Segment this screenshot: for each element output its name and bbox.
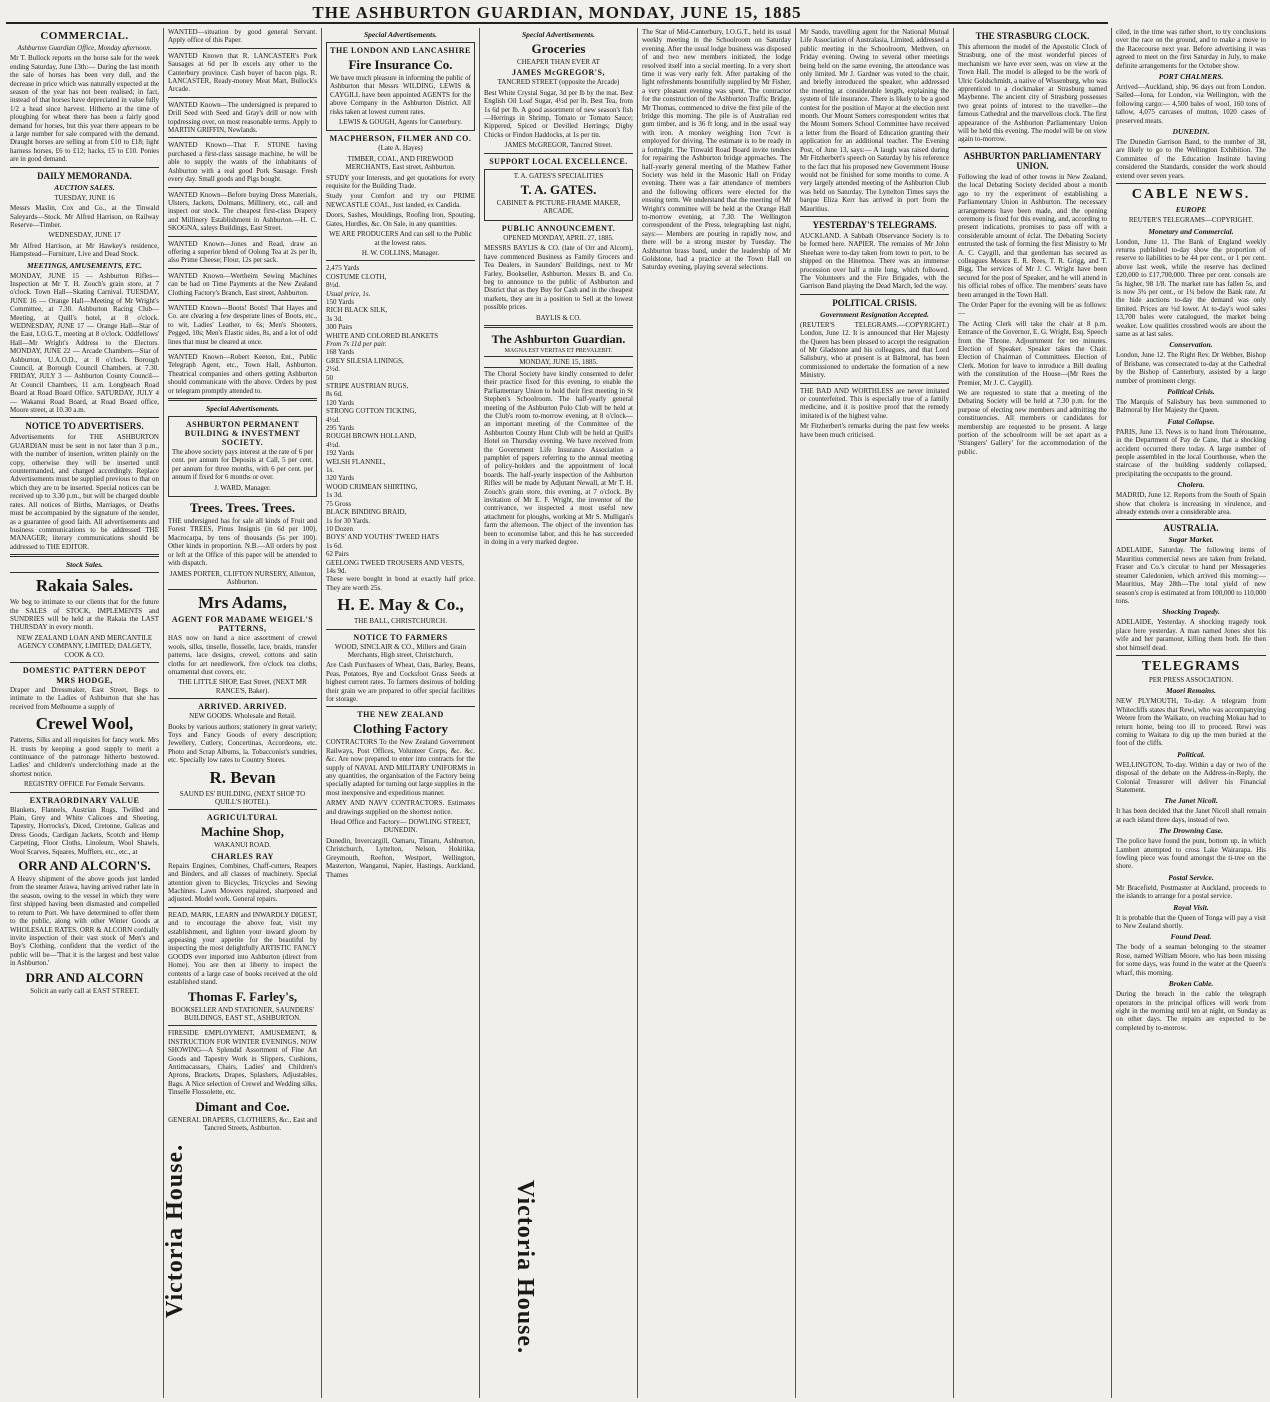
charles-ray-name: CHARLES RAY — [211, 851, 274, 861]
gates-ad — [484, 169, 633, 221]
macpherson-text-2: STUDY your Interests, and get quotations for every requisite for the Building Trade. — [326, 173, 475, 191]
building-society-heading: ASHBURTON PERMANENT BUILDING & INVESTMENT SOCIETY. — [184, 420, 301, 448]
farmers-notice-text: Are Cash Purchasers of Wheat, Oats, Barley, Beans, Peas, Potatoes, Rye and Cocksfoot Grass Seeds at highest current rates. To farmers desirous of holding their grain we are prepared to offer special facilities for storage. — [326, 661, 475, 703]
dimant-coe-heading: Dimant and Coe. — [195, 1098, 290, 1114]
conservation-text: London, June 12. The Right Rev. Dr Webber, Bishop of Brisbane, was consecrated to-day at the Cathedral by the Bishop of Canterbury, assisted by a large number of prominent clergy. — [1116, 351, 1266, 385]
orr-alcorn-heading: ORR AND ALCORN'S. — [18, 858, 151, 874]
divider — [10, 662, 159, 663]
he-may-heading: H. E. May & Co., — [337, 595, 464, 615]
mrs-adams-subheading: AGENT FOR MADAME WEIGEL'S PATTERNS, — [171, 615, 314, 634]
trees-text: THE undersigned has for sale all kinds of Fruit and Forest TREES, Pinus Insignis (in 6d per 100), Macrocarpa, by tens of thousands (5s per 100). Other kinds in proportion. N.B.—All orders by post or left at the Office of this paper will be attended to with dispatch. — [168, 517, 317, 568]
orr-alcorn-text: A Heavy shipment of the above goods just landed from the steamer Arawa, having arrived rather late in the season, owing to the vessel in which they were first shipped having been dismasted and compelled to return to Port. We have determined to offer them to the public, along with other Winter Goods at WHOLESALE RATES. ORR & ALCORN cordially invite inspection of their vast stock of Men's and Boy's Clothing, confident that the verdict of the public will be—'That it is the largest and best value in Ashburton.' — [10, 875, 159, 968]
divider — [326, 706, 475, 707]
royal-visit-heading: Royal Visit. — [1173, 902, 1209, 912]
daily-memoranda-heading: DAILY MEMORANDA. — [37, 170, 132, 181]
charles-ray-text: Repairs Engines, Combines, Chaff-cutters, Reapers and Binders, and all classes of machinery. Special attention given to Bicycles, Tricycles and Sewing Machines. Lawn Mowers repaired, sharpened and adjusted. Model work. General repairs. — [168, 861, 317, 904]
nz-loan-text: NEW ZEALAND LOAN AND MERCANTILE AGENCY COMPANY, LIMITED; DALGETY, COOK & CO. — [16, 633, 153, 659]
yesterdays-telegrams-text: AUCKLAND. A Sabbath Observance Society is to be formed here. NAPIER. The remains of Mr John Sheehan were to-day taken from town to port, to be shipped on the Hinemoa. There was an immense procession over half a mile long, which followed. The Volunteers and the Fire Brigades, with the Garrison Band playing the Dead March, led the way. — [800, 231, 949, 291]
clothing-factory-text: CONTRACTORS To the New Zealand Government Railways, Post Offices, Volunteer Corps, &c. &c. &c. Are now prepared to enter into contracts for the supply of NAVAL AND MILITARY UNIFORMS in any quantities, the organisation of the Factory being specially adapted for turning out large supplies in the most inexpensive and expeditious manner. — [326, 738, 475, 797]
australia-heading: AUSTRALIA. — [1163, 523, 1219, 534]
trees-signature: JAMES PORTER, CLIFTON NURSERY, Allenton, Ashburton. — [169, 569, 316, 586]
royal-visit-text: It is probable that the Queen of Tonga will pay a visit to New Zealand shortly. — [1116, 913, 1266, 931]
extraordinary-value-heading: EXTRAORDINARY VALUE — [29, 795, 140, 805]
divider — [1116, 519, 1266, 520]
dimant-coe-subheading: GENERAL DRAPERS, CLOTHIERS, &c., East and Tancred Streets, Ashburton. — [168, 1115, 317, 1132]
divider — [168, 589, 317, 590]
wednesday-day: WEDNESDAY, JUNE 17 — [48, 231, 121, 240]
farley-subheading: BOOKSELLER AND STATIONER, SAUNDERS' BUILDINGS, EAST ST., ASHBURTON. — [170, 1005, 315, 1022]
parliamentary-union-text-2: We are requested to state that a meeting of the Debating Society will be held at 7.30 p.m. for the purpose of electing new members and admitting the constituencies. All members or candidates for membership are requested to be present. A large portion of the schoolroom will be set apart as a 'Strangers' Gallery' for the accommodation of the public. — [958, 389, 1107, 456]
blankets-text: Blankets, Flannels, Austrian Rugs, Twilled and Plain, Grey and White Calicoes and Sheeting, Tapestry, Horrocks's, Diced, Cretonne, Galicas and Dress Goods, Cardigan Jackets, Scotch and Hemp Carpeting, Floor Cloths, Linoleum, Wool Shawls, Wool Scarves, Squares, Mufflers, etc., etc., at — [10, 805, 159, 856]
dunedin-text: The Dunedin Garrison Band, to the number of 38, are likely to go to the Wellington Exhibition. The Committee of the Education Institute having considered the Standards, consider the work should extend over seven years. — [1116, 138, 1266, 180]
yardage-list — [326, 264, 475, 575]
yardage-item: 75 Gross — [326, 499, 352, 508]
arrived-heading: ARRIVED. ARRIVED. — [198, 702, 287, 712]
divider — [168, 907, 317, 908]
divider — [168, 48, 317, 49]
mrs-adams-text: HAS now on hand a nice assortment of crewel wools, silks, tinselle, flosselle, lace, braids, transfer patterns, lace designs, crewel, cottons and satin cloths for art needlework, five o'clock tea cloths, ornamental dust covers, etc. — [168, 634, 317, 676]
yardage-item: RICH BLACK SILK, — [326, 306, 388, 315]
divider — [10, 167, 159, 168]
divider — [168, 236, 317, 237]
political-crisis-text: (REUTER'S TELEGRAMS.—COPYRIGHT.) London, June 12. It is announced that Her Majesty the Queen has been pleased to accept the resignation of Mr Gladstone and his colleagues, and that Lord Salisbury, who at present is at Balmoral, has been commissioned to undertake the formation of a new Ministry. — [800, 320, 949, 380]
macpherson-signature: H. W. COLLINS, Manager. — [361, 248, 440, 257]
yardage-item: GREY SILESIA LININGS, — [326, 356, 404, 365]
public-announcement-signature: BAYLIS & CO. — [535, 313, 582, 322]
political-heading: Political. — [1177, 749, 1205, 759]
special-ads-heading-3: Special Advertisements. — [521, 30, 596, 39]
yardage-item: 8½d. — [326, 281, 340, 290]
political-crisis-subheading: Government Resignation Accepted. — [820, 309, 929, 319]
victoria-house-left-label: Victoria House. — [162, 1143, 188, 1318]
found-dead-text: The body of a seaman belonging to the steamer Rose, named William Moore, who has been missing for some days, was found in the water at the Queen's wharf, this morning. — [1116, 943, 1266, 977]
conservation-heading: Conservation. — [1169, 340, 1213, 350]
pattern-depot-heading: DOMESTIC PATTERN DEPOT — [22, 665, 147, 675]
column-4 — [480, 28, 638, 1398]
columns — [6, 28, 1266, 1398]
wanted-ad-1: WANTED—situation by good general Servant. Apply office of this Paper. — [168, 28, 317, 45]
rakaia-sales-heading: Rakaia Sales. — [35, 576, 134, 596]
farmers-notice-subheading: WOOD, SINCLAIR & CO., Millers and Grain Merchants, High street, Christchurch, — [334, 642, 467, 659]
drowning-case-text: The police have found the punt, bottom up, in which Lambert attempted to cross Lake Wairarapa. His fowling piece was found amongst the ti-tree on the shore. — [1116, 837, 1266, 871]
macpherson-subheading: (Late A. Hayes) — [378, 144, 423, 153]
trees-heading: Trees. Trees. Trees. — [189, 500, 296, 516]
found-dead-heading: Found Dead. — [1170, 932, 1212, 942]
yardage-item: WOOD CRIMEAN SHIRTING, — [326, 482, 418, 491]
divider — [484, 153, 633, 154]
divider — [800, 294, 949, 295]
yardage-item: ROUGH BROWN HOLLAND, — [326, 432, 417, 441]
orr-alcorn-footer: DRR AND ALCORN — [25, 969, 144, 985]
wakanui-road-text: WAKANUI ROAD. — [214, 841, 271, 850]
wanted-ad-2: WANTED Known that R. LANCASTER's Pork Sausages at 6d per lb excels any other to the Canterbury province. Cash buyer of bacon pigs. R. LANCASTER, Ready-money Meat Mart, Bullock's Arcade. — [168, 51, 317, 94]
clothing-factory-heading: THE NEW ZEALAND — [357, 710, 444, 720]
telegrams-heading: TELEGRAMS — [1141, 658, 1241, 674]
insurance-text: We have much pleasure in informing the public of Ashburton that Messrs WILDING, LEWIS & CAYGILL have been appointed AGENTS for the above Company in the Ashburton District. All risks taken at lowest current rates. — [330, 74, 471, 116]
janet-nicoll-text: It has been decided that the Janet Nicoll shall remain at each island three days, instead of two. — [1116, 807, 1266, 824]
divider — [1116, 183, 1266, 184]
notice-advertisers-heading: NOTICE TO ADVERTISERS. — [25, 421, 144, 432]
macpherson-text-4: Doors, Sashes, Mouldings, Roofing Iron, Spouting, Gates, Hurdles, &c. On Sale, in any quantities. — [326, 211, 475, 228]
divider — [326, 260, 475, 261]
gates-subheading: CABINET & PICTURE-FRAME MAKER, ARCADE. — [496, 199, 621, 216]
public-announcement-heading: PUBLIC ANNOUNCEMENT. — [501, 223, 616, 233]
postal-service-heading: Postal Service. — [1168, 872, 1214, 882]
postal-service-text: Mr Bracefield, Postmaster at Auckland, proceeds to the islands to arrange for a postal service. — [1116, 883, 1266, 901]
strasburg-clock-heading: THE STRASBURG CLOCK. — [975, 31, 1090, 41]
divider — [168, 809, 317, 810]
yardage-item: 8s 6d. — [326, 390, 343, 399]
divider — [1116, 655, 1266, 656]
stock-sales-heading: Stock Sales. — [65, 560, 104, 570]
wednesday-text: Mr Alfred Harrison, at Mr Hawkey's residence, Hampstead—Furniture, Live and Dead Stock. — [10, 241, 159, 259]
news-text-2: Mr Sando, travelling agent for the National Mutual Life Association of Australasia, Limited, addressed a public meeting in the Schoolroom, Methven, on Friday evening. Owing to several other meetings being held on the same evening, the attendance was only limited. Mr J. Gardner was voted to the chair, and briefly introduced the speaker, who addressed the meeting at considerable length, explaining the system of life insurance. There is likely to be a good contest for the position of Mayor at the election next month. Our Mount Somers correspondent writes that the Mount Somers School Committee have received a letter from the Board of Education granting their application for an additional teacher. The Evening Post, of June 13, says:— A laugh was raised during Mr Fitzherbert's speech on Saturday by his reference to the fact that his proposed new Government House would not be finished for some months to come. A very largely attended meeting of the Ashburton Club was held on Saturday. The Lyttelton Times says the barque Eliza Kerr has arrived in port from the Mauritius. — [800, 28, 949, 213]
cable-reuters-note: REUTER'S TELEGRAMS—COPYRIGHT. — [1128, 216, 1254, 225]
wanted-ad-7: WANTED Known—Wertheim Sewing Machines can be had on Time Payments at the New Zealand Clothing Factory's Branch, East street, Ashburton. — [168, 271, 317, 297]
clothing-factory-subheading: Clothing Factory — [353, 721, 448, 737]
groceries-subheading: CHEAPER THAN EVER AT — [517, 58, 600, 66]
yardage-item: 2½d. — [326, 365, 340, 374]
political-crisis-heading-2: Political Crisis. — [1167, 387, 1215, 396]
yardage-item: Usual price, 1s. — [326, 289, 371, 298]
mcgregor-signature: JAMES McGREGOR, Tancred Street. — [504, 141, 613, 150]
paper-nameplate: The Ashburton Guardian. — [491, 331, 626, 346]
closing-text: Mr Fitzherbert's remarks during the past few weeks have been much criticised. — [800, 422, 949, 439]
meetings-text: MONDAY, JUNE 15 — Ashburton Rifles—Inspection at Mr T. H. Zouch's grain store, at 7 o'clock. Town Hall—Skating Carnival. TUESDAY, JUNE 16 — Orange Hall—Meeting of Mr Wright's Committee, at 7.30. Ashburton Racing Club—Meeting, at Quill's hotel, at 8 o'clock. WEDNESDAY, JUNE 17 — Orange Hall—Star of the East, I.O.G.T., meeting at 8 o'clock. Oddfellows' Hall—Mr Wright's Address to the Electors. MONDAY, JUNE 22 — Arcade Chambers—Star of Ashburton, U.A.O.D., at 8 o'clock. Borough Council, at Borough Council Chambers, at 7.30. FRIDAY, JULY 3 — Ashburton County Council—At Council Chambers, 11 a.m. Longbeach Road Board at Road Board Office. SATURDAY, JULY 4 — Wakanui Road Board, at Road Board office, Moore street, at 10.30 a.m. — [10, 271, 159, 415]
column-6 — [796, 28, 954, 1398]
monetary-text: London, June 11. The Bank of England weekly returns published to-day show the proportion of reserve to liabilities to be 44 per cent., or 1 per cent. above last week, while the reserve has declined £20,000 to £17,700,000. Three per cent. consols are 5s higher, 98 1/8. The market rate has fallen 5s, and is now 3¾ per cent., or 1¼ below the Bank rate. At the hide auctions to-day the demand was only limited. Prices are ½d lower. At to-day's wool sales 13,700 bales were catalogued, the market being weaker. Low qualities crossbred wools are about the same as at last sales. — [1116, 237, 1266, 338]
wanted-ad-9: WANTED Known—Robert Keeton, Ent., Public Telegraph Agent, etc., Town Hall, Ashburton. Theatrical companies and others getting Ashburton should communicate with the above. Orders by post or telegram promptly attended to. — [168, 353, 317, 395]
he-may-subheading: THE BALL, CHRISTCHURCH. — [354, 617, 447, 626]
clothing-factory-office: Head Office and Factory— DOWLING STREET, DUNEDIN. — [330, 818, 471, 835]
commercial-subheading: Ashburton Guardian Office, Monday afternoon. — [17, 44, 152, 52]
political-crisis-text-2: The Marquis of Salisbury has been summoned to Balmoral by Her Majesty the Queen. — [1116, 398, 1266, 415]
fireside-text: FIRESIDE EMPLOYMENT, AMUSEMENT, & INSTRUCTION FOR WINTER EVENINGS. NOW SHOWING—A Splendid Assortment of Fine Art Goods and Tapestry Work in Slippers, Cushions, Antimacassars, Chairs, Ladies' and Children's Aprons, Brackets, Drapes, Splashers, Adjustables, Bags. A Nice selection of Crewel and Wedding silks, Tinselle Flossolette, etc. — [168, 1029, 317, 1097]
yardage-item: 192 Yards — [326, 449, 355, 458]
insurance-signature: LEWIS & GOUGH, Agents for Canterbury. — [339, 118, 462, 127]
hodge-text: Draper and Dressmaker, East Street, Begs to intimate to the Ladies of Ashburton that she has received from Melbourne a supply of — [10, 685, 159, 711]
little-shop-text: THE LITTLE SHOP, East Street, (NEXT MR RANCE'S, Baker). — [178, 678, 307, 695]
gates-specialities: T. A. GATES'S SPECIALITIES — [513, 171, 604, 180]
divider — [168, 398, 317, 401]
shocking-tragedy-text: ADELAIDE, Yesterday. A shocking tragedy took place here yesterday. A man named Jones shot his wife and her paramour, killing them both. He then shot himself dead. — [1116, 618, 1266, 652]
cable-europe-heading: EUROPE — [1175, 205, 1207, 215]
arrived-subheading: NEW GOODS. Wholesale and Retail. — [189, 712, 296, 721]
dunedin-heading: DUNEDIN. — [1172, 127, 1210, 137]
yardage-item: 320 Yards — [326, 474, 355, 483]
bevan-heading: R. Bevan — [209, 767, 276, 787]
news-text-top: ciled, in the time was rather short, to try conclusions over the race on the ground, and to make a move to the Racecourse next year. Before advertising it was agreed to meet on the first Saturday in July, to make definite arrangements for the October show. — [1116, 28, 1266, 70]
masthead — [6, 4, 1108, 24]
column-8 — [1112, 28, 1270, 1398]
insurance-subheading: Fire Insurance Co. — [348, 57, 453, 72]
farmers-notice-heading: NOTICE TO FARMERS — [353, 632, 448, 642]
yardage-item: 295 Yards — [326, 424, 355, 433]
building-society-ad — [168, 416, 317, 497]
port-chalmers-text: Arrived—Auckland, ship, 96 days out from London. Sailed—Iona, for London, via Wellington, with the following cargo:— 4,500 bales of wool, 160 tons of tallow, 4,075 carcases of mutton, 1020 cases of preserved meats. — [1116, 83, 1266, 125]
yardage-item: STRONG COTTON TICKING, — [326, 407, 417, 416]
clothing-factory-branches: Dunedin, Invercargill, Oamaru, Timaru, Ashburton, Christchurch, Lyttelton, Nelson, Hokitika, Greymouth, Reefton, Westport, Wellington, Masterton, Wanganui, Napier, Hastings, Auckland, Thames — [326, 836, 475, 879]
yardage-item: 2,475 Yards — [326, 264, 360, 273]
masthead-title: THE ASHBURTON GUARDIAN, MONDAY, JUNE 15, 1885 — [312, 3, 802, 22]
macpherson-text-1: TIMBER, COAL, AND FIREWOOD MERCHANTS, East street, Ashburton. — [345, 154, 456, 172]
yardage-note: These were bought in bond at exactly half price. They are worth 25s. — [326, 575, 475, 592]
yardage-item: 4½d. — [326, 415, 340, 424]
yardage-item: 10 Dozen — [326, 524, 354, 533]
auction-text: Messrs Maslin, Cox and Co., at the Tinwald Saleyards—Stock. Mr Alfred Harrison, on Railway Reserve—Timber. — [10, 204, 159, 229]
agricultural-heading: AGRICULTURAL — [206, 813, 279, 823]
macpherson-text-3: Study your Comfort and try our PRIME NEWCASTLE COAL, Just landed, ex Candida. — [326, 192, 475, 209]
column-7 — [954, 28, 1112, 1398]
building-society-signature: J. WARD, Manager. — [214, 483, 271, 492]
auction-day: TUESDAY, JUNE 16 — [54, 193, 115, 202]
fatal-collapse-text: PARIS, June 13. News is to hand from Thérouanne, in the Department of Pay de Cane, that a shocking accident occurred there today. A large number of people assembled in the local Courthouse, when the staircase of the building suddenly collapsed, precipitating the occupants to the ground. — [1116, 427, 1266, 478]
yardage-item: 3s 3d. — [326, 314, 343, 323]
yardage-item: From 7s 11d per pair. — [326, 339, 387, 348]
editorial-text: The Choral Society have kindly consented to defer their practice fixed for this evening, to enable the Parliamentary Union to hold their first meeting in St Stephen's Schoolroom. The half-yearly general meeting of the Ashburton Polo Club will be held at the Club's room to-morrow evening, at 8 o'clock—an important meeting of the Committee of the Ashburton County Hunt Club will be held at Quill's Hotel on Thursday evening. We have received from the Government Life Insurance Association a pamphlet of papers referring to the annual meeting of policy-holders and the appointment of local boards. The half-yearly inspection of the Ashburton Rifles will be made by Adjutant Newall, at Mr T. H. Zouch's grain store, this evening, at 7 o'clock. By invitation of Mr E. F. Wright, the inventor of the contrivance, we inspected a most useful new attachment for ploughs, working at Mr S. Mulligan's farm the afternoon. The object of the invention has been to economise labor, and this he has succeeded in doing in a very marked degree. — [484, 369, 633, 547]
yardage-item: 1s for 30 Yards. — [326, 516, 371, 525]
column-3 — [322, 28, 480, 1398]
janet-nicoll-heading: The Janet Nicoll. — [1164, 796, 1218, 806]
bevan-subheading: SAUND ES' BUILDING, (NEXT SHOP TO QUILL'S HOTEL). — [179, 789, 306, 806]
divider — [800, 216, 949, 217]
yardage-item: BLACK BINDING BRAID, — [326, 508, 407, 517]
yesterdays-telegrams-heading: YESTERDAY'S TELEGRAMS. — [812, 219, 937, 230]
divider — [10, 417, 159, 418]
building-society-text: The above society pays interest at the rate of 6 per cent. per annum for Deposits at Call, 5 per cent. per annum for three months, with 6 per cent. per annum if fixed for 6 months or over. — [172, 448, 313, 482]
yardage-item: WELSH FLANNEL, — [326, 457, 386, 466]
groceries-text: Best White Crystal Sugar, 3d per lb by the mat. Best English Oil Loaf Sugar, 4½d per lb. Best Tea, from 1s 6d per lb. A good assortment of new season's fish—Herrings in Shrimp, Tomato or Tomato Sauce; Kippered, Spiced or Devilled Herrings; Digby Chicks or Findon Haddocks, at 1s per tin. — [484, 88, 633, 139]
yardage-item: 300 Pairs — [326, 323, 353, 332]
yardage-item: BOYS' AND YOUTHS' TWEED HATS — [326, 533, 439, 542]
political-text: WELLINGTON, To-day. Within a day or two of the disposal of the debate on the Address-in-Reply, the Colonial Treasurer will deliver his Financial Statement. — [1116, 760, 1266, 794]
cable-news-heading: CABLE NEWS. — [1131, 187, 1251, 203]
parliamentary-union-text: Following the lead of other towns in New Zealand, the local Debating Society decided about a month ago to try the experiment of establishing a Parliamentary Union in Ashburton. The necessary arrangements have been made, and the opening ceremony is fixed for this evening, and, according to present indications, promises to pass off with a considerable amount of éclat. The Debating Society entrusted the task of forming the first Ministry to Mr A. C. Caygill, and that gentleman has secured as colleagues Messrs E. R. Rees, T. R. Grigg, and T. Bigg. The services of Mr J. C. Wright have been secured for the post of Speaker, and he will attend in his official robes of office. The members' seats have been arranged in the Town Hall. — [958, 172, 1107, 299]
monetary-heading: Monetary and Commercial. — [1148, 226, 1234, 236]
order-paper-text: The Acting Clerk will take the chair at 8 p.m. Entrance of the Governor, E. G. Wright, Esq. Speech from the Throne. Adjournment for ten minutes. Election of Speaker. Speaker takes the Chair. Election of Chairman of Committees. Election of Clerk. Motion for leave to introduce a Bill dealing with the constitution of the House—(Mr Rees the Premier, Mr J. C. Caygill). — [958, 319, 1107, 387]
special-ads-heading: Special Advertisements. — [205, 404, 280, 414]
cholera-heading: Cholera. — [1177, 480, 1205, 490]
broken-cable-text: During the breach in the cable the telegraph operators in the principal offices will work from eight in the morning until ten at night, on Sunday as on other days. The repairs are expected to be completed by to-morrow. — [1116, 990, 1266, 1032]
crewel-wool-heading: Crewel Wool, — [35, 714, 134, 734]
divider — [484, 325, 633, 328]
mcgregor-name: JAMES McGREGOR'S, — [512, 68, 605, 78]
divider — [800, 383, 949, 384]
maori-remains-heading: Maori Remains. — [1165, 686, 1216, 696]
yardage-item: 1s. — [326, 466, 334, 475]
news-text-1: The Star of Mid-Canterbury, I.O.G.T., held its usual weekly meeting in the Schoolroom on Saturday evening. After the usual lodge business was disposed of and two new members initiated, the lodge resolved itself into a social meeting. In a very short time it was very early felt. After partaking of the light refreshments bountifully supplied by Mr Fisher, a very pleasant evening was spent. The contractor for the construction of the Ashburton Traffic Bridge, Mr Thomas, commenced to drive the first pile of the bridge this morning. The pile is of Australian red gum timber, and is 36 ft long, and in the usual way with iron. A monkey weighing 1ton 7cwt is employed for driving. The estimate is to be ready in a fortnight. The Tinwald Road Board invite tenders for repairing the Ashburton bridge approaches. The half-yearly general meeting of the Mathew Father Society was held in the Masonic Hall on Friday evening. There was a fair attendance of members and the following officers were elected for the ensuing term. We understand that the meeting of Mr Wright's committee will be held at the Orange Hall to-morrow evening, at 7.30. The Wellington correspondent of the Press, telegraphing last night, says:— Members are pouring in rapidly now, and there will be a strong muster by Tuesday. The Ashburton brass band, under the leadership of Mr Goldstone, had a practice at the Town Hall on Saturday evening, playing several selections. — [642, 28, 791, 272]
wanted-ad-6: WANTED Known—Jones and Read, draw an offering a superior blend of Oolong Tea at 2s per lb, also Prime Cheese; Flour, 12s per sack. — [168, 239, 317, 265]
yardage-item: 62 Pairs — [326, 550, 349, 559]
fatal-collapse-heading: Fatal Collapse. — [1167, 416, 1215, 426]
read-mark-learn-text: READ, MARK, LEARN and INWARDLY DIGEST, and to encourage the above feat, visit my establishment, and lighten your inward gloom by appeasing your appetite for the beautiful by inspecting the most delightfully ARTISTIC FANCY GOODS ever imported into Ashburton (direct from Home). You are then at liberty to inspect the contents of a large case of books received at the old established stand. — [168, 910, 317, 987]
yardage-item: COSTUME CLOTH, — [326, 272, 387, 281]
paper-motto: MAGNA EST VERITAS ET PREVALEBIT. — [504, 347, 613, 354]
sugar-market-heading: Sugar Market. — [1168, 535, 1214, 545]
yardage-item: 168 Yards — [326, 348, 355, 357]
strasburg-clock-text: This afternoon the model of the Apostolic Clock of Strasburg, one of the most wonderful pieces of mechanism we have ever seen, was on view at the Town Hall. The model is alleged to be the work of Ulric Goldschmidt, a native of Wissenburg, who was apprenticed to a clockmaker at Strasburg named Maybenne. The ancient city of Strasburg possesses two great points of interest to the traveller—the famous Cathedral and the marvellous clock. The first appearance of the Ashburton Parliamentary Union will be held this evening. The model will be on view again to-morrow. — [958, 43, 1107, 144]
wanted-ad-4: WANTED Known—That F. STONE having purchased a first-class sausage machine, he will be able to supply the wants of the inhabitants of Ashburton with a real good Pork Sausage. Fresh every day. Small goods and Pigs bought. — [168, 141, 317, 184]
farley-heading: Thomas F. Farley's, — [187, 988, 298, 1004]
sugar-market-text: ADELAIDE, Saturday. The following items of Mauritius commercial news are taken from Ireland, Fraser and Co.'s circular to hand per Messageries steamer Caledonien, which arrived this morning:—Mauritius, May 28th—The total yield of new season's crop is estimated at from 100,000 to 110,000 tons. — [1116, 546, 1266, 605]
support-local-heading: SUPPORT LOCAL EXCELLENCE. — [489, 156, 628, 166]
yardage-item: 1s 3d. — [326, 491, 343, 500]
meetings-heading: MEETINGS, AMUSEMENTS, ETC. — [27, 260, 142, 270]
telegrams-subheading: PER PRESS ASSOCIATION. — [1148, 675, 1234, 684]
victoria-house-right-label: Victoria House. — [512, 1180, 538, 1355]
arrived-text: Books by various authors; stationery in great variety; Toys and Fancy Goods of every description; Jewellery, Cutlery, Concertinas, Accordeons, etc. Photo and Scrap Albums, la. Tobacconist's sundries, etc. Specially low rates to Country Stores. — [168, 722, 317, 765]
mrs-adams-heading: Mrs Adams, — [198, 593, 287, 613]
divider — [168, 268, 317, 269]
drowning-case-heading: The Drowning Case. — [1159, 826, 1223, 836]
auction-sales-heading: AUCTION SALES. — [54, 182, 115, 192]
notice-advertisers-text: Advertisements for THE ASHBURTON GUARDIAN must be sent in not later than 3 p.m., with the number of insertion, written plainly on the copy, otherwise they will be inserted until countermanded, and charged accordingly. Replace Advertisements must be supplied previous to that on which they are to be inserted. Special notices can be received up to 3.30 p.m., but will be charged double rates. All notices of Births, Marriages, or Deaths must be accompanied by the signature of the sender, as a guarantee of good faith. All advertisements and business communications to be addressed THE MANAGER; literary communications should be addressed to THE EDITOR. — [10, 433, 159, 551]
yardage-item: GEELONG TWEED TROUSERS AND VESTS, — [326, 558, 464, 567]
order-paper-heading: The Order Paper for the evening will be as follows:— — [958, 300, 1107, 318]
yardage-item: 4½d. — [326, 440, 340, 449]
broken-cable-heading: Broken Cable. — [1168, 979, 1214, 989]
yardage-item: 120 Yards — [326, 398, 355, 407]
maori-remains-text: NEW PLYMOUTH, To-day. A telegram from Whitecliffs states that Rewi, who was accompanying Wetere from the Waikato, on reaching Mokau had to return home, being too ill to proceed. Rewi was coming to Waitara to dig up the men buried at the foot of the cliffs. — [1116, 697, 1266, 748]
mrs-hodge-name: MRS HODGE, — [56, 675, 113, 685]
crewel-text: Patterns, Silks and all requisites for fancy work. Mrs H. trusts by keeping a good supply to merit a continuance of the patronage hitherto bestowed. Ladies' and children's underclothing made at the shortest notice. — [10, 736, 159, 778]
divider — [168, 349, 317, 350]
bad-worthless-text: THE BAD AND WORTHLESS are never imitated or counterfeited. This is especially true of a family medicine, and it is positive proof that the remedy imitated is of the highest value. — [800, 386, 949, 420]
yardage-item: STRIPE AUSTRIAN RUGS, — [326, 382, 409, 390]
wanted-ad-5: WANTED Known—Before buying Dress Materials, Ulsters, Jackets, Dolmans, Millinery, etc., call and inspect our stock. The cheapest first-class Drapery and Millinery Establishment in Ashburton.—H. C. SKOGNA, saleys Buildings, East Street. — [168, 190, 317, 233]
shocking-tragedy-heading: Shocking Tragedy. — [1162, 607, 1220, 617]
divider — [10, 792, 159, 793]
divider — [168, 300, 317, 301]
orr-alcorn-footer-sub: Solicit an early call at EAST STREET. — [30, 986, 139, 995]
yardage-item: 1s 6d. — [326, 541, 343, 550]
divider — [326, 629, 475, 630]
divider — [168, 97, 317, 98]
divider — [10, 554, 159, 557]
yardage-item: 14s 9d. — [326, 566, 347, 575]
divider — [10, 572, 159, 573]
commercial-heading: COMMERCIAL. — [40, 30, 129, 42]
yardage-item: 50 — [326, 373, 333, 382]
insurance-ad — [326, 42, 475, 131]
political-crisis-heading: POLITICAL CRISIS. — [832, 297, 917, 308]
wanted-ad-3: WANTED Known—The undersigned is prepared to Drill Seed with Seed and Gray's drill or now with topdressing over, on most reasonable terms. Apply to MARTIN GRIFFIN, Newlands. — [168, 100, 317, 135]
registry-office-text: REGISTRY OFFICE For Female Servants. — [24, 780, 145, 789]
divider — [168, 1025, 317, 1026]
insurance-heading: THE LONDON AND LANCASHIRE — [330, 46, 471, 55]
paper-dateline: MONDAY, JUNE 15, 1885. — [484, 356, 633, 368]
column-2 — [164, 28, 322, 1398]
cholera-text: MADRID, June 12. Reports from the South of Spain show that cholera is increasing in virulence, and already extends over a considerable area. — [1116, 491, 1266, 517]
macpherson-text-5: WE ARE PRODUCERS And can sell to the Public at the lowest rates. — [329, 230, 472, 247]
special-ads-heading-2: Special Advertisements. — [363, 30, 438, 39]
divider — [958, 147, 1107, 148]
clothing-factory-text-2: ARMY AND NAVY CONTRACTORS. Estimates and drawings supplied on the shortest notice. — [326, 799, 475, 816]
yardage-item: WHITE AND COLORED BLANKETS — [326, 331, 439, 340]
macpherson-heading: MACPHERSON, FILMER AND CO. — [329, 134, 472, 144]
groceries-heading: Groceries — [531, 41, 586, 56]
parliamentary-union-heading: ASHBURTON PARLIAMENTARY UNION. — [963, 150, 1102, 171]
wanted-ad-8: WANTED Known—Boots! Boots! That Hayes and Co. are clearing a few desperate lines of Boots, etc., to wit, Ladies' Leather, to 6s; Men's Shooters, Pegged, 10s; Men's Elastic sides, 8s, and a lot of odd lines that must be cleared at once. — [168, 303, 317, 346]
column-1 — [6, 28, 164, 1398]
public-announcement-text: MESSRS BAYLIS & CO. (late of Orr and Alcorn), have commenced Business as Family Grocers and Tea Dealers, in Saunders' Buildings, next to Mr Farley, Bookseller, Ashburton. Messrs B. and Co. beg to announce to the public of Ashburton and District that as they Buy for Cash and in the cheapest markets, they are in a position to Sell at the lowest possible prices. — [484, 244, 633, 312]
public-announcement-subheading: OPENED MONDAY, APRIL 27, 1885. — [503, 233, 614, 242]
divider — [168, 187, 317, 188]
divider — [168, 698, 317, 699]
commercial-text: Mr T. Bullock reports on the horse sale for the week ending Saturday, June 13th:— During the last month the sale of horses has been very dull, and the decrease in price which was naturally expected at the season of the year has not been realised; in fact, instead of that horses have depreciated in value fully 1/2 a head since harvest. Hitherto at the time of ploughing for wheat there has been a fairly good demand for horses, but this year there appears to be a large number for sale compared with the demand. Draught horses are selling at from £10 to £18; light harness horses, £6 to £12; hacks, £5 to £10. Ponies are in good demand. — [10, 54, 159, 164]
port-chalmers-heading: PORT CHALMERS. — [1158, 72, 1224, 82]
yardage-item: 150 Yards — [326, 297, 355, 306]
divider — [168, 137, 317, 138]
rakaia-sales-text: We beg to intimate to our clients that for the future the SALES of STOCK, IMPLEMENTS and SUNDRIES will be held at the Rakaia the LAST THURSDAY in every month. — [10, 598, 159, 632]
mcgregor-address: TANCRED STREET (opposite the Arcade) — [497, 78, 620, 87]
machine-shop-heading: Machine Shop, — [200, 824, 285, 840]
gates-name: T. A. GATES. — [520, 182, 597, 198]
